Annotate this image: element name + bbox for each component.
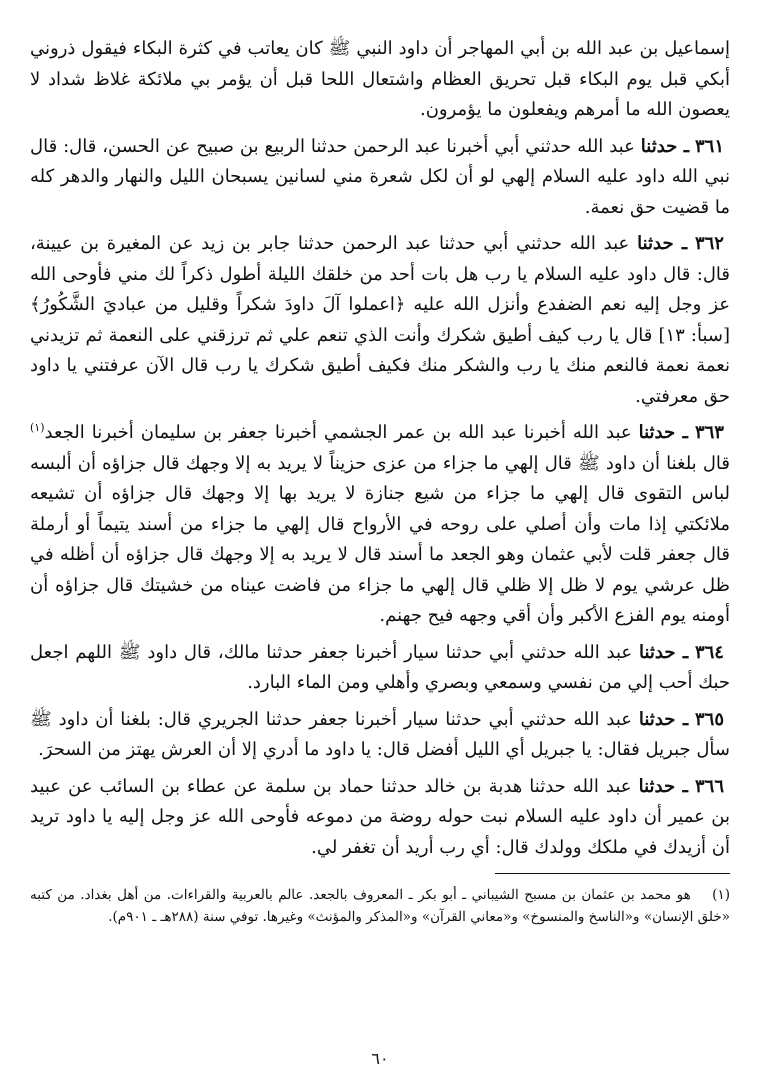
footnote-number: (١): [712, 887, 730, 903]
paragraph-text: عبد الله حدثنا هدبة بن خالد حدثنا حماد بن سلمة عن عطاء بن السائب عن عبيد بن عمير أن داود عليه السلام نبت حوله روضة من دموعه فأوحى الله عز وجل إليه يا داود تريد أن أزيدك في ملكك وولدك قال: أي رب أريد أن تغفر لي.: [30, 775, 730, 858]
hadith-keyword: حدثنا: [640, 135, 678, 157]
hadith-number: ٣٦٤: [694, 641, 724, 663]
footnote-divider: [495, 873, 730, 874]
hadith-364: ٣٦٤ ـ حدثنا عبد الله حدثني أبي حدثنا سيار أخبرنا جعفر حدثنا مالك، قال داود ﷺ اللهم اجعل حبك أحب إلي من نفسي وسمعي وبصري وأهلي ومن الماء البارد.: [30, 641, 730, 693]
hadith-number: ٣٦٥: [694, 708, 724, 730]
hadith-keyword: حدثنا: [638, 641, 676, 663]
footnote-reference: (١): [30, 421, 45, 434]
paragraph-text: عبد الله حدثني أبي أخبرنا عبد الرحمن حدثنا الربيع بن صبيح عن الحسن، قال: قال نبي الله داود عليه السلام إلهي لو أن لكل شعرة مني لسانين يسبحان الليل والنهار والدهر كله ما قضيت حق نعمة.: [30, 135, 730, 218]
paragraph-text: عبد الله حدثني أبي حدثنا عبد الرحمن حدثنا جابر بن زيد عن المغيرة بن عيينة، قال: قال داود عليه السلام يا رب هل بات أحد من خلقك الليلة أطول ذكراً لك مني فأوحى الله عز وجل إليه نعم الضفدع وأنزل الله عليه ﴿اعملوا آلَ داودَ شكراً وقليل من عباديَ الشَّكُورُ﴾ [سبأ: ١٣] قال يا رب كيف أطيق شكرك وأنت الذي تنعم علي ثم ترزقني على النعمة ثم تزيدني نعمة نعمة فالنعم منك يا رب والشكر منك فكيف أطيق شكرك يا رب قال الآن عرفتني يا داود حق معرفتي.: [30, 233, 730, 407]
paragraph-continuation: [30, 34, 730, 126]
hadith-keyword: حدثنا: [637, 233, 674, 254]
paragraph-text: عبد الله أخبرنا عبد الله بن عمر الجشمي أخبرنا جعفر بن سليمان أخبرنا الجعد: [44, 422, 632, 443]
hadith-keyword: حدثنا: [638, 775, 676, 797]
hadith-366: ٣٦٦ ـ حدثنا عبد الله حدثنا هدبة بن خالد حدثنا حماد بن سلمة عن عطاء بن السائب عن عبيد بن عمير أن داود عليه السلام نبت حوله روضة من دموعه فأوحى الله عز وجل إليه يا داود تريد أن أزيدك في ملكك وولدك قال: أي رب أريد أن تغفر لي.: [30, 775, 730, 858]
footnote-text: هو محمد بن عثمان بن مسبح الشيباني ـ أبو بكر ـ المعروف بالجعد. عالم بالعربية والقراءات. من أهل بغداد. من كتبه «خلق الإنسان» و«الناسخ والمنسوخ» و«معاني القرآن» و«المذكر والمؤنث» وغيرها. توفي سنة (٢٨٨هـ ـ ٩٠١م).: [30, 887, 730, 925]
book-page: [30, 34, 730, 1072]
paragraph-text: عبد الله حدثني أبي حدثنا سيار أخبرنا جعفر حدثنا مالك، قال داود ﷺ اللهم اجعل حبك أحب إلي من نفسي وسمعي وبصري وأهلي ومن الماء البارد.: [30, 641, 730, 693]
footnote: [30, 884, 730, 928]
hadith-number: ٣٦١: [695, 135, 725, 157]
hadith-keyword: حدثنا: [638, 422, 676, 443]
hadith-number: ٣٦٣: [694, 422, 724, 443]
paragraph-text: عبد الله حدثني أبي حدثنا سيار أخبرنا جعفر حدثنا الجريري قال: بلغنا أن داود ﷺ سأل جبريل فقال: يا جبريل أي الليل أفضل قال: يا داود ما أدري إلا أن العرش يهتز من السحرَ.: [30, 708, 730, 760]
hadith-365: ٣٦٥ ـ حدثنا عبد الله حدثني أبي حدثنا سيار أخبرنا جعفر حدثنا الجريري قال: بلغنا أن داود ﷺ سأل جبريل فقال: يا جبريل أي الليل أفضل قال: يا داود ما أدري إلا أن العرش يهتز من السحرَ.: [30, 708, 730, 760]
hadith-keyword: حدثنا: [638, 708, 676, 730]
hadith-number: ٣٦٦: [694, 775, 724, 797]
page-number: ٦٠: [371, 1049, 389, 1068]
hadith-362: ٣٦٢ ـ حدثنا عبد الله حدثني أبي حدثنا عبد الرحمن حدثنا جابر بن زيد عن المغيرة بن عيينة، قال: قال داود عليه السلام يا رب هل بات أحد من خلقك الليلة أطول ذكراً لك مني فأوحى الله عز وجل إليه نعم الضفدع وأنزل الله عليه ﴿اعملوا آلَ داودَ شكراً وقليل من عباديَ الشَّكُورُ﴾ [سبأ: ١٣] قال يا رب كيف أطيق شكرك وأنت الذي تنعم علي ثم ترزقني على النعمة ثم تزيدني نعمة نعمة فالنعم منك يا رب والشكر منك فكيف أطيق شكرك يا رب قال الآن عرفتني يا داود حق معرفتي.: [30, 233, 730, 407]
hadith-361: ٣٦١ ـ حدثنا عبد الله حدثني أبي أخبرنا عبد الرحمن حدثنا الربيع بن صبيح عن الحسن، قال: قال نبي الله داود عليه السلام إلهي لو أن لكل شعرة مني لسانين يسبحان الليل والنهار والدهر كله ما قضيت حق نعمة.: [30, 135, 730, 218]
hadith-number: ٣٦٢: [694, 233, 724, 254]
paragraph-text: إسماعيل بن عبد الله بن أبي المهاجر أن داود النبي ﷺ كان يعاتب في كثرة البكاء فيقول ذروني أبكي قبل يوم البكاء قبل تحريق العظام واشتعال اللحا قبل أن يؤمر بي ملائكة غلاظ شداد لا يعصون الله ما أمرهم ويفعلون ما يؤمرون.: [30, 38, 731, 120]
hadith-363: ٣٦٣ ـ حدثنا عبد الله أخبرنا عبد الله بن عمر الجشمي أخبرنا جعفر بن سليمان أخبرنا الجعد$^{(١)}$ قال بلغنا أن داود ﷺ قال إلهي ما جزاء من عزى حزيناً لا يريد به إلا وجهك قال جزاؤه أن ألبسه لباس التقوى قال إلهي ما جزاء من شيع جنازة لا يريد بها إلا وجهك قال جزاؤه أن تشيعه ملائكتي إذا مات وأن أصلي على روحه في الأرواح قال إلهي ما جزاء من أسند يتيماً أو أرملة قال جعفر قلت لأبي عثمان وهو الجعد ما أسند قال لا يريد به إلا وجهك قال جزاؤه أن أظله في ظل عرشي يوم لا ظل إلا ظلي قال إلهي ما جزاء من فاضت عيناه من خشيتك قال جزاؤه أن أومنه يوم الفزع الأكبر وأن أقي وجهه فيح جهنم.: [30, 421, 730, 626]
paragraph-text: قال بلغنا أن داود ﷺ قال إلهي ما جزاء من عزى حزيناً لا يريد به إلا وجهك قال جزاؤه أن ألبسه لباس التقوى قال إلهي ما جزاء من شيع جنازة لا يريد بها إلا وجهك قال جزاؤه أن تشيعه ملائكتي إذا مات وأن أصلي على روحه في الأرواح قال إلهي ما جزاء من أسند يتيماً أو أرملة قال جعفر قلت لأبي عثمان وهو الجعد ما أسند قال لا يريد به إلا وجهك قال جزاؤه أن أظله في ظل عرشي يوم لا ظل إلا ظلي قال إلهي ما جزاء من فاضت عيناه من خشيتك قال جزاؤه أن أومنه يوم الفزع الأكبر وأن أقي وجهه فيح جهنم.: [30, 452, 730, 626]
